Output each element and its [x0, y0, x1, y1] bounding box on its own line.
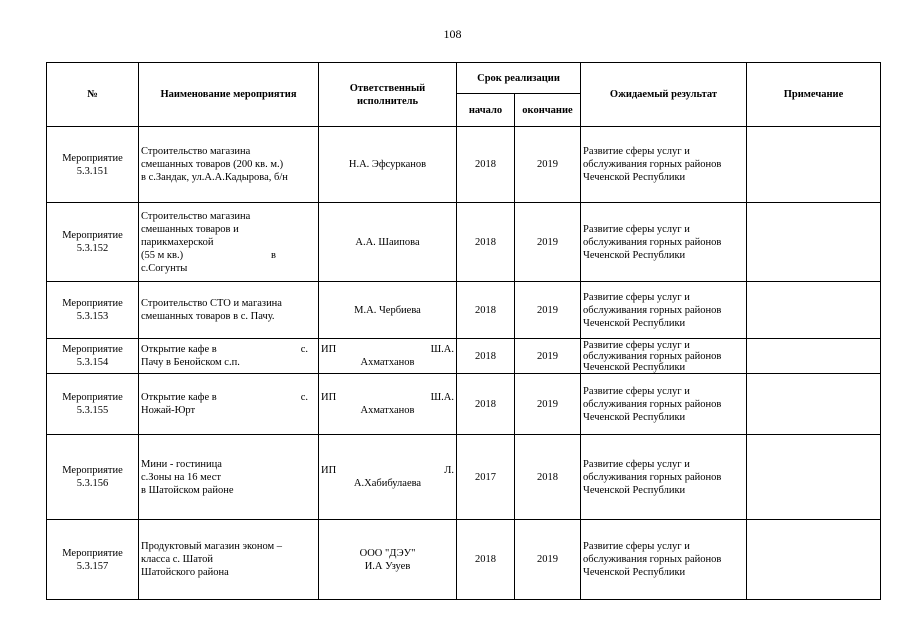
- row-result-cell: Развитие сферы услуг и обслуживания горных районов Чеченской Республики: [581, 520, 747, 600]
- header-num: №: [47, 63, 139, 127]
- row-result-cell: Развитие сферы услуг и обслуживания горных районов Чеченской Республики: [581, 435, 747, 520]
- row-result-cell: Развитие сферы услуг и обслуживания горных районов Чеченской Республики: [581, 203, 747, 282]
- row-num-cell: Мероприятие 5.3.156: [47, 435, 139, 520]
- row-num-cell: Мероприятие 5.3.155: [47, 374, 139, 435]
- table-row: [47, 520, 881, 600]
- row-name-cell: Открытие кафе в с. Ножай-Юрт: [139, 374, 319, 435]
- measures-table: [46, 62, 881, 600]
- table-row: [47, 374, 881, 435]
- row-name-cell: Мини - гостиница с.Зоны на 16 мест в Шатойском районе: [139, 435, 319, 520]
- row-note-cell: [747, 203, 881, 282]
- row-name-cell: Продуктовый магазин эконом – класса с. Шатой Шатойского района: [139, 520, 319, 600]
- row-start-cell: 2018: [457, 127, 515, 203]
- row-end-cell: 2019: [515, 203, 581, 282]
- header-period: Срок реализации: [457, 63, 581, 94]
- row-responsible-cell: А.А. Шаипова: [319, 203, 457, 282]
- row-note-cell: [747, 435, 881, 520]
- row-note-cell: [747, 374, 881, 435]
- row-name-cell: Строительство СТО и магазина смешанных товаров в с. Пачу.: [139, 282, 319, 339]
- row-responsible-cell: Н.А. Эфсурканов: [319, 127, 457, 203]
- header-start: начало: [457, 94, 515, 127]
- row-note-cell: [747, 520, 881, 600]
- row-note-cell: [747, 339, 881, 374]
- header-note: Примечание: [747, 63, 881, 127]
- row-start-cell: 2017: [457, 435, 515, 520]
- row-responsible-cell: ИП Л. А.Хабибулаева: [319, 435, 457, 520]
- row-result-cell: Развитие сферы услуг и обслуживания горных районов Чеченской Республики: [581, 339, 747, 374]
- row-end-cell: 2019: [515, 520, 581, 600]
- header-result: Ожидаемый результат: [581, 63, 747, 127]
- row-start-cell: 2018: [457, 203, 515, 282]
- row-end-cell: 2019: [515, 374, 581, 435]
- row-num-cell: Мероприятие 5.3.152: [47, 203, 139, 282]
- table-row: [47, 127, 881, 203]
- row-responsible-cell: ООО "ДЭУ" И.А Узуев: [319, 520, 457, 600]
- row-end-cell: 2018: [515, 435, 581, 520]
- row-result-cell: Развитие сферы услуг и обслуживания горных районов Чеченской Республики: [581, 127, 747, 203]
- page-number: 108: [443, 27, 462, 41]
- row-responsible-cell: ИП Ш.А. Ахматханов: [319, 339, 457, 374]
- row-name-cell: Строительство магазина смешанных товаров (200 кв. м.) в с.Зандак, ул.А.А.Кадырова, б/н: [139, 127, 319, 203]
- row-end-cell: 2019: [515, 127, 581, 203]
- row-num-cell: Мероприятие 5.3.153: [47, 282, 139, 339]
- row-responsible-cell: М.А. Чербиева: [319, 282, 457, 339]
- row-start-cell: 2018: [457, 520, 515, 600]
- row-result-cell: Развитие сферы услуг и обслуживания горных районов Чеченской Республики: [581, 374, 747, 435]
- table-row: [47, 435, 881, 520]
- row-num-cell: Мероприятие 5.3.151: [47, 127, 139, 203]
- row-num-cell: Мероприятие 5.3.154: [47, 339, 139, 374]
- table-row: [47, 339, 881, 374]
- row-start-cell: 2018: [457, 339, 515, 374]
- row-result-cell: Развитие сферы услуг и обслуживания горных районов Чеченской Республики: [581, 282, 747, 339]
- row-note-cell: [747, 282, 881, 339]
- row-end-cell: 2019: [515, 339, 581, 374]
- row-name-cell: Строительство магазина смешанных товаров и парикмахерской (55 м кв.) в с.Согунты: [139, 203, 319, 282]
- row-name-cell: Открытие кафе в с. Пачу в Бенойском с.п.: [139, 339, 319, 374]
- table-row: [47, 282, 881, 339]
- row-responsible-cell: ИП Ш.А. Ахматханов: [319, 374, 457, 435]
- header-name: Наименование мероприятия: [139, 63, 319, 127]
- header-end: окончание: [515, 94, 581, 127]
- header-responsible: Ответственный исполнитель: [319, 63, 457, 127]
- table-row: [47, 203, 881, 282]
- row-start-cell: 2018: [457, 374, 515, 435]
- row-end-cell: 2019: [515, 282, 581, 339]
- row-num-cell: Мероприятие 5.3.157: [47, 520, 139, 600]
- row-start-cell: 2018: [457, 282, 515, 339]
- row-note-cell: [747, 127, 881, 203]
